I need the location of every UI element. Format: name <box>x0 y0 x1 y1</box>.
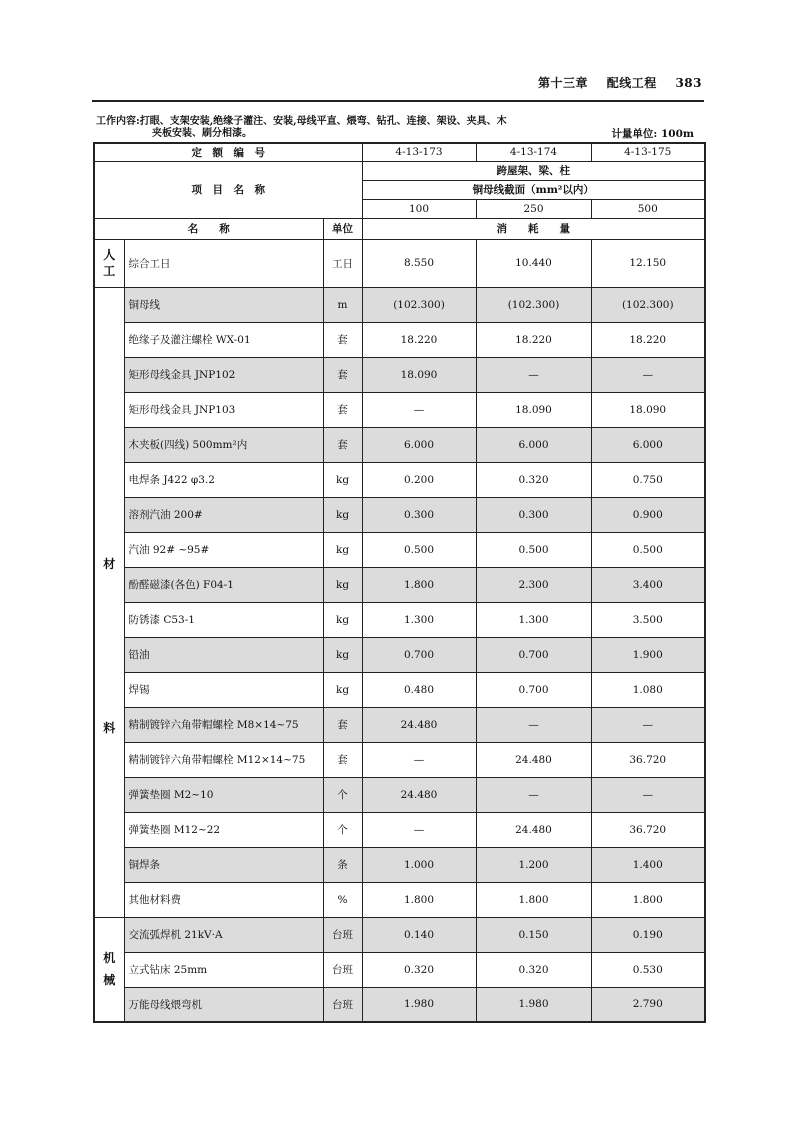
item-name: 汽油 92# ~95# <box>124 532 323 567</box>
item-unit: 个 <box>323 777 362 812</box>
item-value: 1.800 <box>362 882 476 917</box>
subgroup-label: 铜母线截面（mm²以内） <box>362 180 705 199</box>
code-cell: 4-13-174 <box>476 143 591 161</box>
column-header-row <box>94 218 705 239</box>
quota-table <box>93 142 706 1023</box>
table-row <box>94 239 705 287</box>
machine-category <box>94 917 124 1022</box>
table-row <box>94 497 705 532</box>
item-value: (102.300) <box>476 287 591 322</box>
item-value: 18.090 <box>591 392 705 427</box>
item-unit: 台班 <box>323 917 362 952</box>
item-value: 0.200 <box>362 462 476 497</box>
item-value: 0.150 <box>476 917 591 952</box>
item-value: (102.300) <box>591 287 705 322</box>
item-value: 2.300 <box>476 567 591 602</box>
item-name: 交流弧焊机 21kV·A <box>124 917 323 952</box>
material-cat-bottom: 料 <box>103 720 116 735</box>
item-value: 0.750 <box>591 462 705 497</box>
table-row <box>94 602 705 637</box>
item-unit: kg <box>323 637 362 672</box>
item-name: 立式钻床 25mm <box>124 952 323 987</box>
item-value: 1.000 <box>362 847 476 882</box>
item-value: 6.000 <box>591 427 705 462</box>
table-row <box>94 567 705 602</box>
item-name: 电焊条 J422 φ3.2 <box>124 462 323 497</box>
item-value: 24.480 <box>362 777 476 812</box>
item-name: 酚醛磁漆(各色) F04-1 <box>124 567 323 602</box>
header-rule <box>92 100 704 102</box>
item-unit: kg <box>323 497 362 532</box>
table-row <box>94 847 705 882</box>
item-value: 18.220 <box>476 322 591 357</box>
work-content-line2: 夹板安装、刷分相漆。 <box>152 128 252 139</box>
measure-unit: 计量单位: 100m <box>611 128 694 140</box>
quota-label: 定 额 编 号 <box>94 143 362 161</box>
item-name: 木夹板(四线) 500mm²内 <box>124 427 323 462</box>
table-row <box>94 707 705 742</box>
item-name: 绝缘子及灌注螺栓 WX-01 <box>124 322 323 357</box>
table-row <box>94 882 705 917</box>
table-row <box>94 532 705 567</box>
item-value: — <box>362 742 476 777</box>
table-row <box>94 392 705 427</box>
chapter-label: 第十三章 <box>538 76 589 90</box>
table-row <box>94 462 705 497</box>
item-value: 0.530 <box>591 952 705 987</box>
material-cat-top: 材 <box>103 556 116 571</box>
item-value: 24.480 <box>362 707 476 742</box>
item-unit: % <box>323 882 362 917</box>
col-name-header: 名 称 <box>94 218 323 239</box>
item-value: 1.400 <box>591 847 705 882</box>
item-value: 1.800 <box>476 882 591 917</box>
item-value: — <box>476 357 591 392</box>
item-name: 弹簧垫圈 M12~22 <box>124 812 323 847</box>
item-value: 18.220 <box>591 322 705 357</box>
item-name: 弹簧垫圈 M2~10 <box>124 777 323 812</box>
item-value: 12.150 <box>591 239 705 287</box>
item-value: 6.000 <box>362 427 476 462</box>
labor-category-label: 人工 <box>103 248 116 278</box>
item-unit: 套 <box>323 427 362 462</box>
item-value: 8.550 <box>362 239 476 287</box>
item-name: 综合工日 <box>124 239 323 287</box>
size-cell: 500 <box>591 199 705 218</box>
item-value: — <box>591 357 705 392</box>
item-value: 6.000 <box>476 427 591 462</box>
item-value: 0.500 <box>591 532 705 567</box>
item-name: 铜焊条 <box>124 847 323 882</box>
table-row <box>94 322 705 357</box>
item-value: 1.200 <box>476 847 591 882</box>
machine-cat-bottom: 械 <box>103 973 116 988</box>
code-cell: 4-13-175 <box>591 143 705 161</box>
item-value: — <box>362 392 476 427</box>
table-row <box>94 952 705 987</box>
item-unit: 套 <box>323 707 362 742</box>
table-row <box>94 777 705 812</box>
page-header <box>524 74 702 91</box>
item-name: 矩形母线金具 JNP103 <box>124 392 323 427</box>
item-name: 万能母线煨弯机 <box>124 987 323 1022</box>
item-unit: 台班 <box>323 952 362 987</box>
quota-table-body <box>94 143 705 1022</box>
item-value: 36.720 <box>591 812 705 847</box>
table-row <box>94 742 705 777</box>
item-unit: 套 <box>323 392 362 427</box>
item-value: 0.700 <box>476 637 591 672</box>
item-value: 18.090 <box>362 357 476 392</box>
size-cell: 250 <box>476 199 591 218</box>
item-name: 焊锡 <box>124 672 323 707</box>
item-value: 36.720 <box>591 742 705 777</box>
code-cell: 4-13-173 <box>362 143 476 161</box>
item-label: 项 目 名 称 <box>94 161 362 218</box>
item-value: 0.140 <box>362 917 476 952</box>
code-row <box>94 143 705 161</box>
item-value: 24.480 <box>476 812 591 847</box>
item-unit: 套 <box>323 322 362 357</box>
table-row <box>94 357 705 392</box>
item-name: 精制镀锌六角带帽螺栓 M8×14~75 <box>124 707 323 742</box>
size-cell: 100 <box>362 199 476 218</box>
col-consume-header: 消 耗 量 <box>362 218 705 239</box>
item-value: 0.320 <box>476 462 591 497</box>
item-value: 0.900 <box>591 497 705 532</box>
table-row <box>94 917 705 952</box>
item-unit: kg <box>323 532 362 567</box>
item-unit: kg <box>323 462 362 497</box>
machine-cat-top: 机 <box>103 951 116 966</box>
item-unit: kg <box>323 602 362 637</box>
item-value: 0.300 <box>362 497 476 532</box>
labor-category <box>94 239 124 287</box>
item-name: 铅油 <box>124 637 323 672</box>
item-value: — <box>476 777 591 812</box>
item-unit: 套 <box>323 742 362 777</box>
item-value: 3.400 <box>591 567 705 602</box>
chapter-title: 配线工程 <box>606 76 657 90</box>
item-value: 0.320 <box>476 952 591 987</box>
table-row <box>94 672 705 707</box>
item-value: 1.300 <box>362 602 476 637</box>
work-content-label: 工作内容: <box>96 116 140 127</box>
item-value: (102.300) <box>362 287 476 322</box>
table-row <box>94 987 705 1022</box>
item-unit: kg <box>323 567 362 602</box>
item-value: 0.320 <box>362 952 476 987</box>
table-row <box>94 427 705 462</box>
item-name: 防锈漆 C53-1 <box>124 602 323 637</box>
material-category <box>94 287 124 917</box>
item-name: 铜母线 <box>124 287 323 322</box>
item-value: 18.220 <box>362 322 476 357</box>
group-label: 跨屋架、梁、柱 <box>362 161 705 180</box>
col-unit-header: 单位 <box>323 218 362 239</box>
item-value: 1.900 <box>591 637 705 672</box>
table-row <box>94 812 705 847</box>
item-unit: kg <box>323 672 362 707</box>
item-value: — <box>362 812 476 847</box>
work-content <box>96 116 696 140</box>
item-value: 1.300 <box>476 602 591 637</box>
item-value: 0.480 <box>362 672 476 707</box>
item-value: 0.700 <box>362 637 476 672</box>
item-name: 溶剂汽油 200# <box>124 497 323 532</box>
item-value: 0.300 <box>476 497 591 532</box>
item-value: 1.980 <box>362 987 476 1022</box>
item-name: 精制镀锌六角带帽螺栓 M12×14~75 <box>124 742 323 777</box>
item-unit: m <box>323 287 362 322</box>
group-row <box>94 161 705 180</box>
item-unit: 套 <box>323 357 362 392</box>
item-value: 18.090 <box>476 392 591 427</box>
item-value: 3.500 <box>591 602 705 637</box>
item-value: — <box>476 707 591 742</box>
item-value: 0.500 <box>476 532 591 567</box>
work-content-line1: 打眼、支架安装,绝缘子灌注、安装,母线平直、煨弯、钻孔、连接、架设、夹具、木 <box>139 116 507 127</box>
item-value: 0.500 <box>362 532 476 567</box>
item-unit: 个 <box>323 812 362 847</box>
item-value: 1.800 <box>362 567 476 602</box>
item-unit: 台班 <box>323 987 362 1022</box>
table-row <box>94 637 705 672</box>
item-value: 10.440 <box>476 239 591 287</box>
item-value: 0.190 <box>591 917 705 952</box>
item-unit: 工日 <box>323 239 362 287</box>
item-name: 矩形母线金具 JNP102 <box>124 357 323 392</box>
item-unit: 条 <box>323 847 362 882</box>
item-value: — <box>591 707 705 742</box>
item-value: 1.980 <box>476 987 591 1022</box>
item-value: — <box>591 777 705 812</box>
table-row <box>94 287 705 322</box>
item-value: 0.700 <box>476 672 591 707</box>
page-number: 383 <box>675 76 702 90</box>
item-value: 1.080 <box>591 672 705 707</box>
item-value: 24.480 <box>476 742 591 777</box>
item-value: 1.800 <box>591 882 705 917</box>
item-value: 2.790 <box>591 987 705 1022</box>
item-name: 其他材料费 <box>124 882 323 917</box>
